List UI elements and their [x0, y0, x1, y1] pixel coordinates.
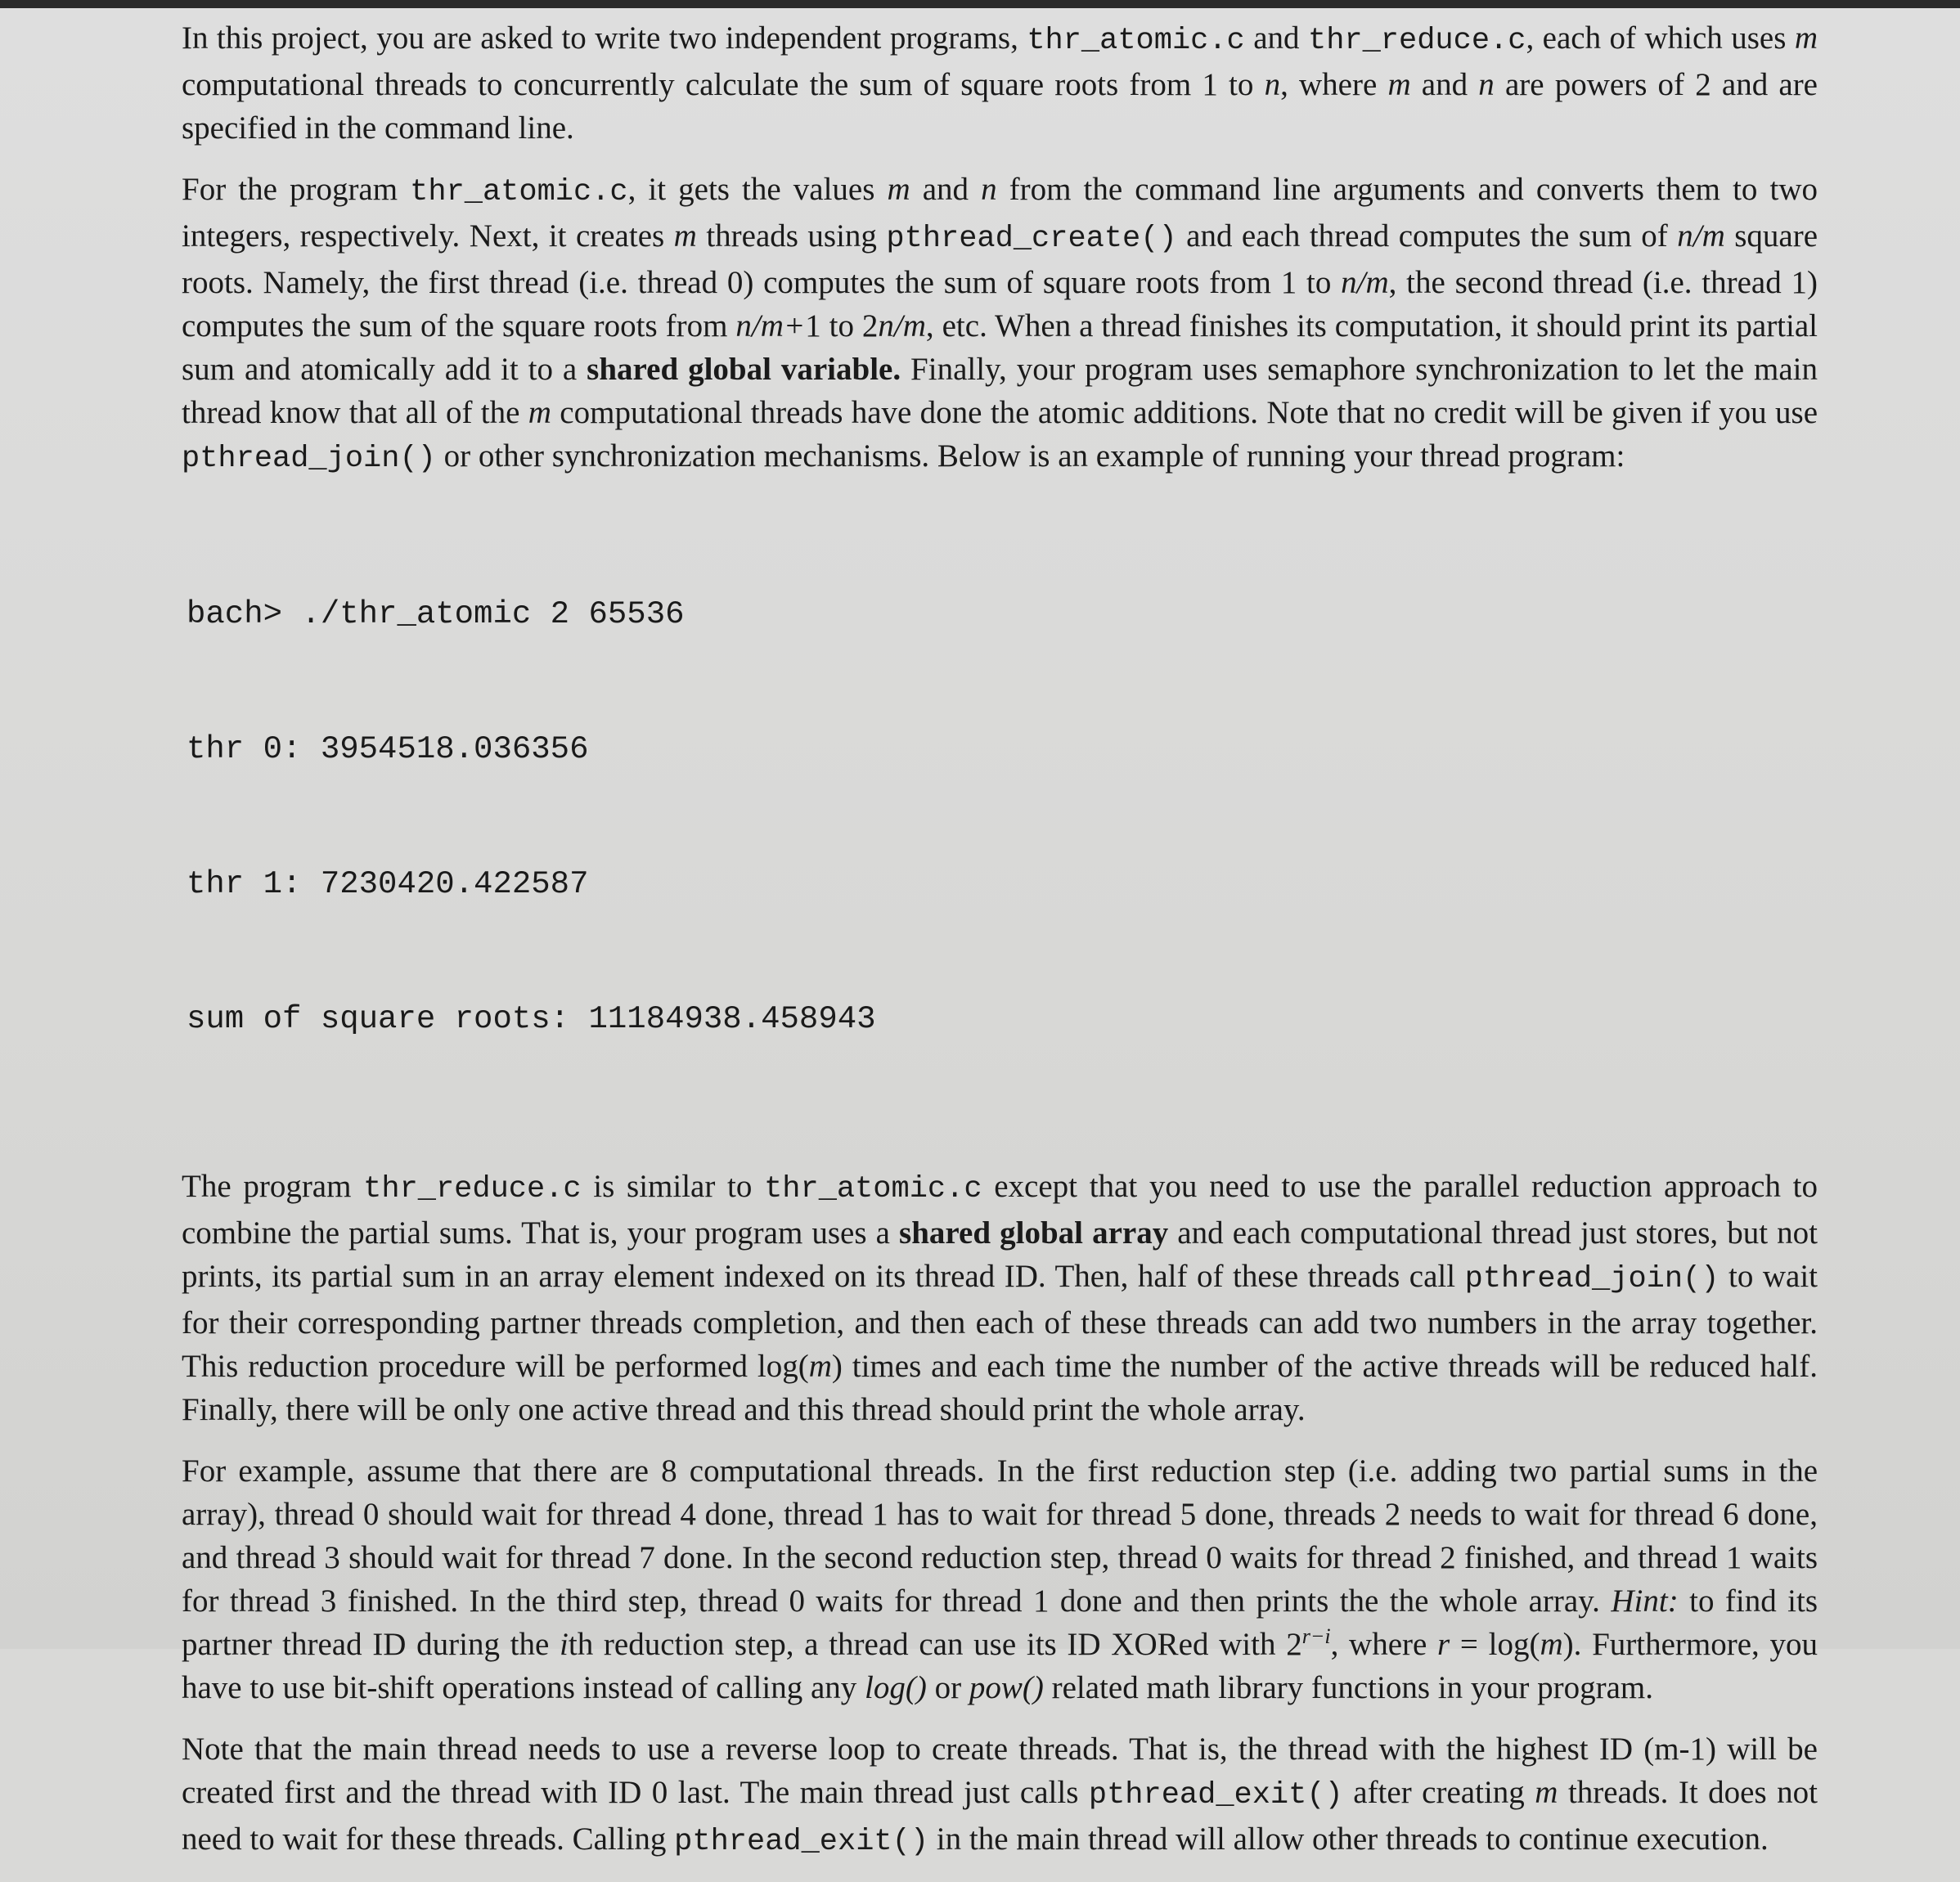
text: = log(: [1450, 1627, 1540, 1662]
text: and: [1410, 67, 1479, 102]
code-line: bach> ./thr_atomic 2 65536: [187, 596, 685, 632]
text: or: [926, 1670, 969, 1705]
var-m: m: [673, 218, 697, 254]
text: 1 to 2: [805, 308, 879, 344]
text: is similar to: [581, 1169, 765, 1204]
paragraph-thr-reduce: [182, 1165, 1818, 1431]
filename-thr-atomic: thr_atomic.c: [1027, 24, 1245, 58]
paragraph-example: [182, 1449, 1818, 1709]
paragraph-intro: [182, 16, 1818, 150]
text: from the command line arguments and converts them to two integers, respectively. Next, it creates: [182, 172, 1818, 254]
var-n: n: [1478, 67, 1495, 102]
emphasis-shared-global-array: shared global array: [899, 1215, 1169, 1251]
text: threads using: [696, 218, 887, 254]
func-pthread-join: pthread_join(): [1464, 1262, 1719, 1296]
text: The program: [182, 1169, 364, 1204]
text: In this project, you are asked to write two independent programs,: [182, 20, 1027, 56]
text: Note that the main thread needs to use a reverse loop to create threads. That is, the thread with the highest ID (m-1) will be created first and the thread with ID 0 last. The main thread just calls: [182, 1732, 1818, 1810]
text: after creating: [1342, 1775, 1535, 1810]
hint-label: Hint:: [1611, 1583, 1679, 1619]
expr-n-over-m: n/m: [1677, 218, 1725, 254]
text: or other synchronization mechanisms. Below is an example of running your thread program:: [435, 438, 1625, 474]
func-pthread-exit: pthread_exit(): [1088, 1778, 1343, 1812]
text: related math library functions in your program.: [1043, 1670, 1653, 1705]
text: , where: [1330, 1627, 1438, 1662]
text: and each computational thread just stores, but not prints, its partial sum in an array element indexed on its thread ID. Then, half of these threads call: [182, 1215, 1818, 1294]
var-m: m: [808, 1349, 832, 1384]
paragraph-main-thread: [182, 1727, 1818, 1864]
var-n: n: [981, 172, 997, 207]
filename-thr-reduce: thr_reduce.c: [1307, 24, 1526, 58]
func-pthread-join: pthread_join(): [182, 442, 436, 476]
text: , each of which uses: [1526, 20, 1795, 56]
text: and: [910, 172, 982, 207]
text: , the second thread (i.e. thread 1) computes the sum of the square roots from: [182, 265, 1818, 344]
paragraph-thr-atomic: [182, 168, 1818, 481]
text: are powers of 2 and are specified in the command line.: [182, 67, 1818, 146]
screen-top-edge: [0, 0, 1960, 8]
var-m: m: [1387, 67, 1411, 102]
filename-thr-reduce: thr_reduce.c: [363, 1172, 582, 1206]
var-m: m: [1794, 20, 1818, 56]
text: in the main thread will allow other threads to continue execution.: [928, 1821, 1769, 1857]
text: , it gets the values: [627, 172, 888, 207]
text: threads. It does not need to wait for these threads. Calling: [182, 1775, 1818, 1857]
text: Finally, your program uses semaphore synchronization to let the main thread know that all of the: [182, 352, 1818, 430]
func-pthread-exit: pthread_exit(): [674, 1825, 929, 1859]
text: square roots. Namely, the first thread (i.e. thread 0) computes the sum of square roots from 1 to: [182, 218, 1818, 300]
text: ) times and each time the number of the active threads will be reduced half. Finally, there will be only one active thread and this thread should print the whole array.: [182, 1349, 1818, 1427]
text: except that you need to use the parallel reduction approach to combine the partial sums. That is, your program uses a: [182, 1169, 1818, 1251]
func-log: log(): [865, 1670, 927, 1705]
text: , etc. When a thread finishes its computation, it should print its partial sum and atomically add it to a: [182, 308, 1818, 387]
text: ). Furthermore, you have to use bit-shift operations instead of calling any: [182, 1627, 1818, 1705]
text: to wait for their corresponding partner threads completion, and then each of these threads can add two numbers in the array together. This reduction procedure will be performed log(: [182, 1259, 1818, 1384]
text: computational threads to concurrently calculate the sum of square roots from 1 to: [182, 67, 1265, 102]
var-n: n: [1264, 67, 1281, 102]
emphasis-shared-global-variable: shared global variable.: [587, 352, 901, 387]
exponent-r-minus-i: r−i: [1301, 1624, 1331, 1648]
var-m: m: [1540, 1627, 1563, 1662]
func-pow: pow(): [969, 1670, 1044, 1705]
text: For example, assume that there are 8 computational threads. In the first reduction step (i.e. adding two partial sums in the array), thread 0 should wait for thread 4 done, thread 1 has to wait for thread 5 done, threads 2 needs to wait for thread 6 done, and thread 3 should wait for thread 7 done. In the second reduction step, thread 0 waits for thread 2 finished, and thread 1 waits for thread 3 finished. In the third step, thread 0 waits for thread 1 done and then prints the the whole array.: [182, 1453, 1818, 1619]
expr-n-over-m: n/m: [1341, 265, 1389, 300]
code-line: sum of square roots: 11184938.458943: [187, 1001, 876, 1037]
expr-n-over-m-plus: n/m+: [735, 308, 806, 344]
var-i: i: [560, 1627, 569, 1662]
text: For the program: [182, 172, 411, 207]
func-pthread-create: pthread_create(): [886, 222, 1177, 256]
var-m: m: [1535, 1775, 1558, 1810]
text: and each thread computes the sum of: [1176, 218, 1678, 254]
assignment-text: [182, 16, 1818, 1882]
text: and: [1244, 20, 1308, 56]
var-r: r: [1437, 1627, 1450, 1662]
filename-thr-atomic: thr_atomic.c: [764, 1172, 982, 1206]
text: computational threads have done the atomic additions. Note that no credit will be given if you use: [551, 395, 1818, 430]
code-line: thr 1: 7230420.422587: [187, 866, 589, 902]
text: to find its partner thread ID during the: [182, 1583, 1818, 1662]
code-line: thr 0: 3954518.036356: [187, 731, 589, 767]
var-m: m: [887, 172, 910, 207]
text: th reduction step, a thread can use its ID XORed with 2: [568, 1627, 1302, 1662]
expr-n-over-m: n/m: [878, 308, 926, 344]
filename-thr-atomic: thr_atomic.c: [410, 175, 628, 209]
text: , where: [1280, 67, 1388, 102]
var-m: m: [528, 395, 551, 430]
example-terminal-output: [187, 502, 1818, 1132]
